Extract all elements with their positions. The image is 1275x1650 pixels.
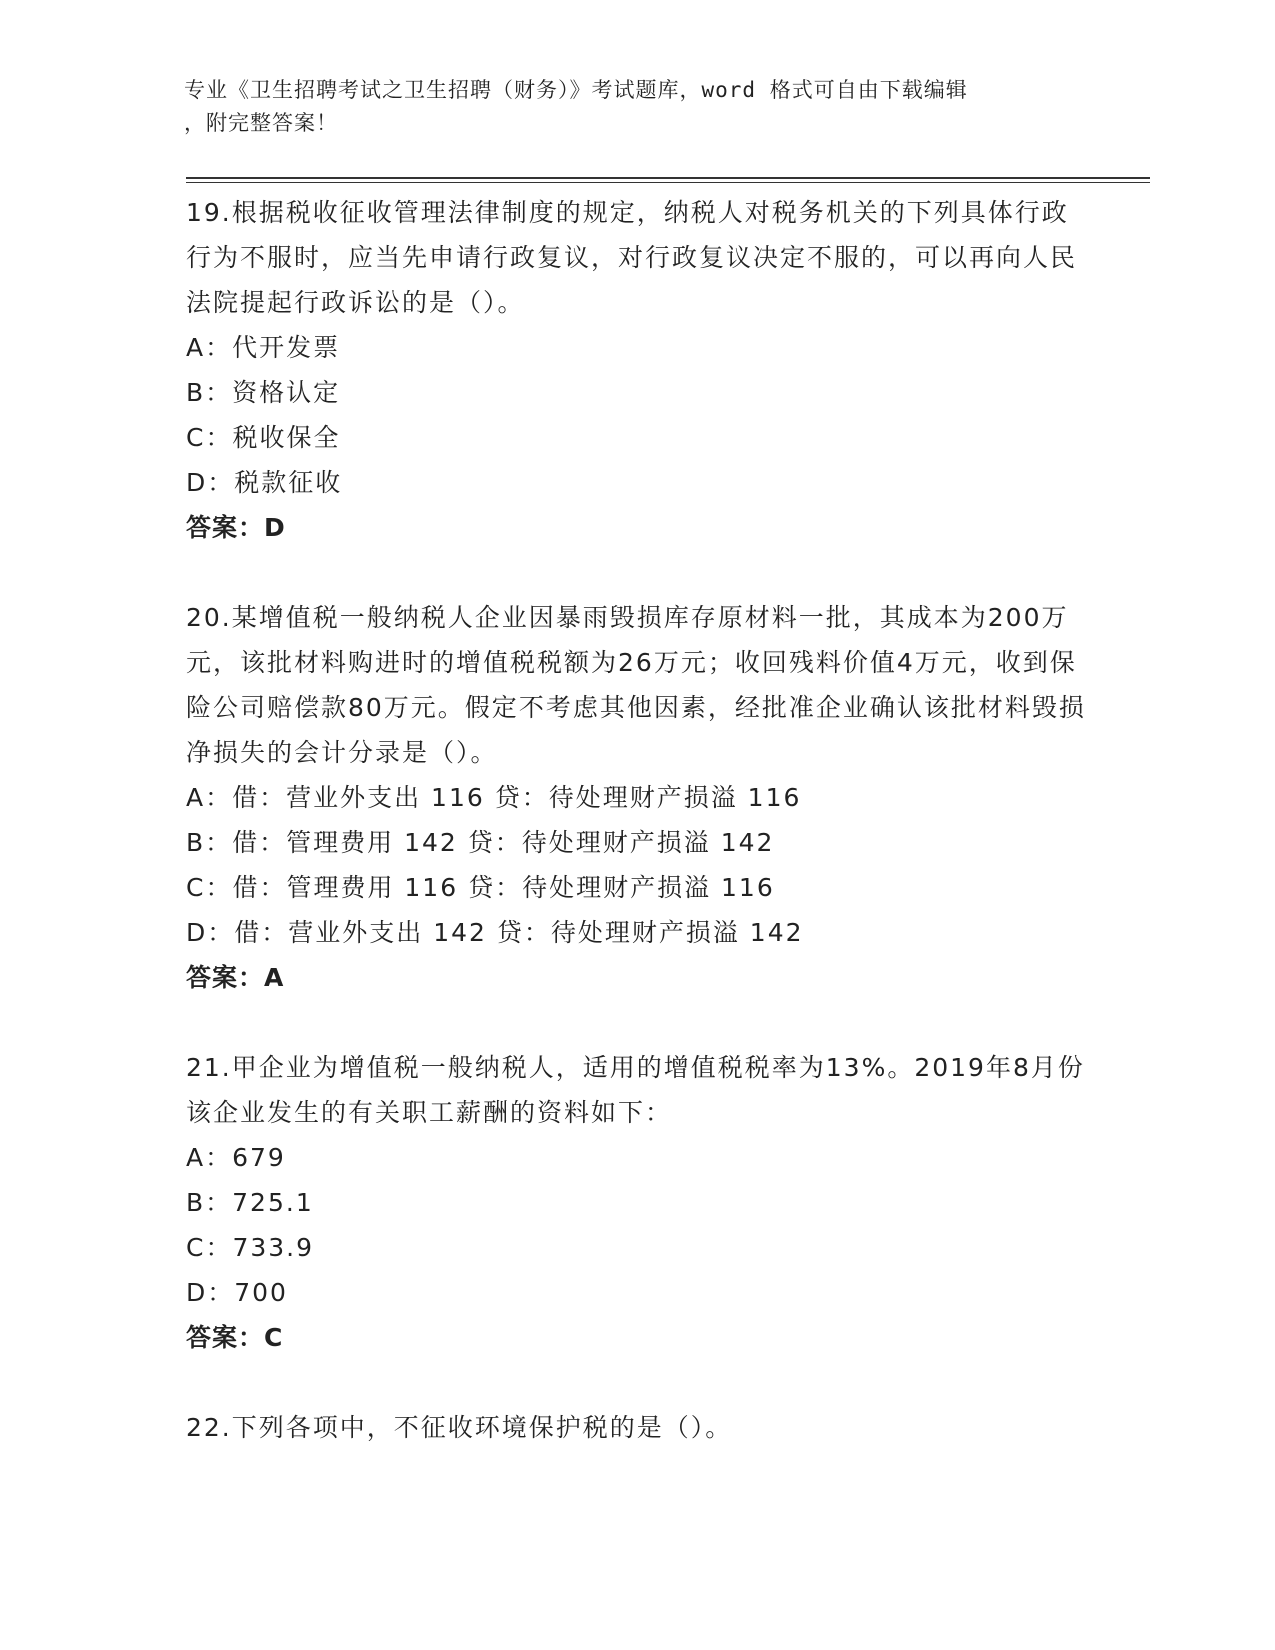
header-divider-thick xyxy=(186,177,1150,179)
option-d: D：700 xyxy=(186,1278,288,1307)
option-a: A：679 xyxy=(186,1143,286,1172)
question-text: 19.根据税收征收管理法律制度的规定，纳税人对税务机关的下列具体行政行为不服时，应当先申请行政复议，对行政复议决定不服的，可以再向人民法院提起行政诉讼的是（）。 xyxy=(186,198,1078,317)
question-20 xyxy=(186,595,1086,1000)
question-19 xyxy=(186,190,1086,550)
question-list xyxy=(186,190,1086,1495)
header-divider-thin xyxy=(186,182,1150,183)
question-21 xyxy=(186,1045,1086,1360)
option-c: C：税收保全 xyxy=(186,423,341,452)
option-a: A：代开发票 xyxy=(186,333,341,362)
option-d: D：借：营业外支出 142 贷：待处理财产损溢 142 xyxy=(186,918,804,947)
answer-label: 答案：D xyxy=(186,513,286,542)
option-d: D：税款征收 xyxy=(186,468,343,497)
answer-label: 答案：A xyxy=(186,963,285,992)
question-text: 22.下列各项中，不征收环境保护税的是（）。 xyxy=(186,1413,733,1442)
option-a: A：借：营业外支出 116 贷：待处理财产损溢 116 xyxy=(186,783,802,812)
answer-label: 答案：C xyxy=(186,1323,284,1352)
option-c: C：733.9 xyxy=(186,1233,315,1262)
header-line-2: ，附完整答案！ xyxy=(184,111,338,135)
option-c: C：借：管理费用 116 贷：待处理财产损溢 116 xyxy=(186,873,775,902)
option-b: B：借：管理费用 142 贷：待处理财产损溢 142 xyxy=(186,828,775,857)
option-b: B：资格认定 xyxy=(186,378,341,407)
question-22 xyxy=(186,1405,1086,1450)
question-text: 21.甲企业为增值税一般纳税人，适用的增值税税率为13%。2019年8月份该企业发生的有关职工薪酬的资料如下： xyxy=(186,1053,1085,1127)
header-line-1: 专业《卫生招聘考试之卫生招聘（财务）》考试题库，word 格式可自由下载编辑 xyxy=(184,78,968,102)
document-header xyxy=(184,74,1064,140)
question-text: 20.某增值税一般纳税人企业因暴雨毁损库存原材料一批，其成本为200万元，该批材料购进时的增值税税额为26万元；收回残料价值4万元，收到保险公司赔偿款80万元。假定不考虑其他因素，经批准企业确认该批材料毁损净损失的会计分录是（）。 xyxy=(186,603,1086,767)
option-b: B：725.1 xyxy=(186,1188,314,1217)
